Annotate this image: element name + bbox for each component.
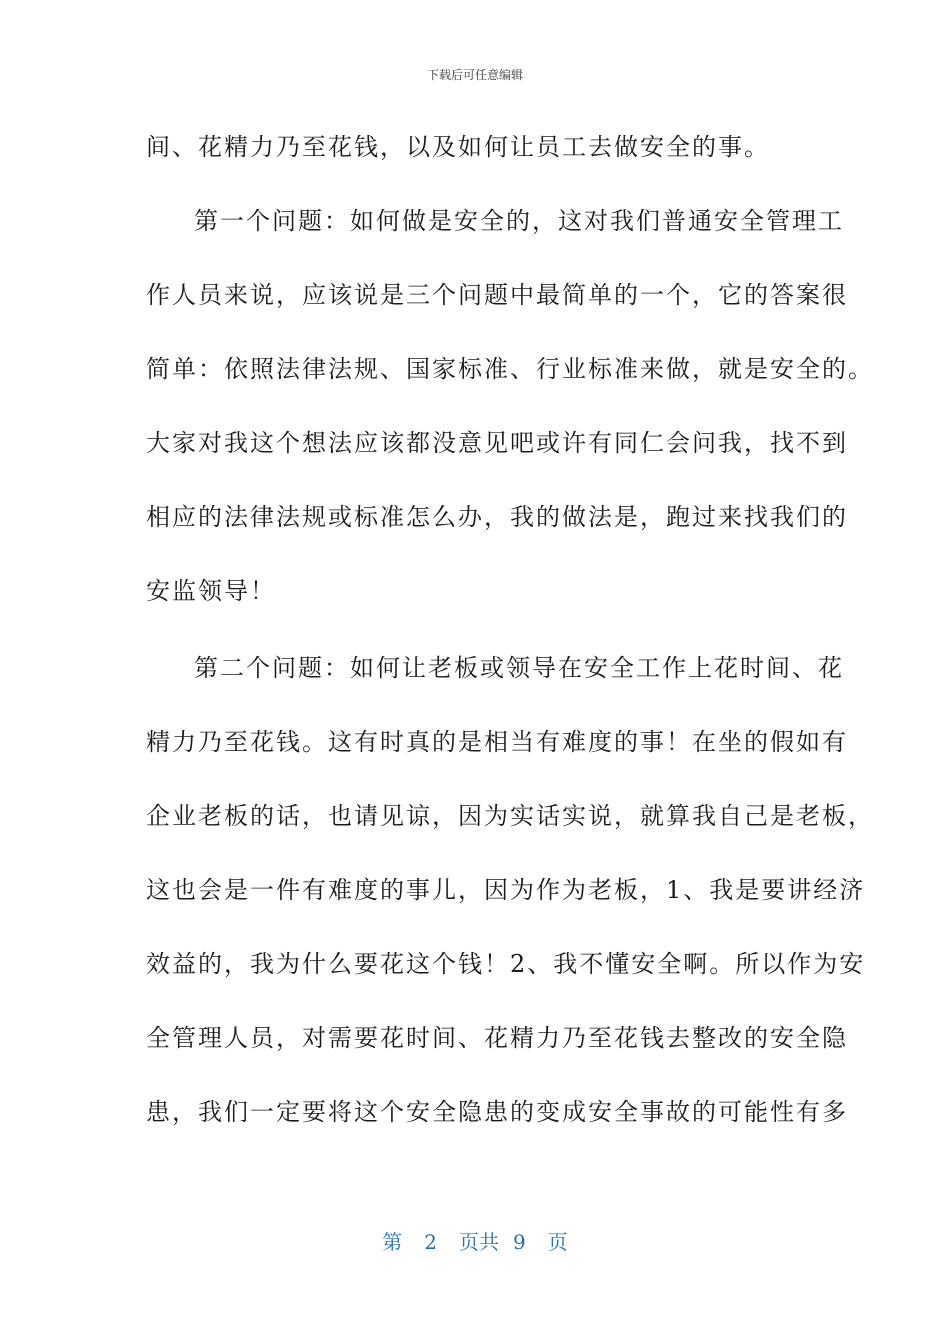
text-line: 安监领导！ xyxy=(146,577,276,605)
text-line: 第一个问题：如何做是安全的，这对我们普通安全管理工 xyxy=(194,207,844,235)
text-line: 企业老板的话，也请见谅，因为实话实说，就算我自己是老板， xyxy=(146,802,874,830)
text-line: 全管理人员，对需要花时间、花精力乃至花钱去整改的安全隐 xyxy=(146,1024,848,1052)
text-line: 相应的法律法规或标准怎么办，我的做法是，跑过来找我们的 xyxy=(146,503,848,531)
footer-middle: 页共 xyxy=(459,1230,499,1254)
total-page-count: 9 xyxy=(513,1230,526,1254)
text-line: 第二个问题：如何让老板或领导在安全工作上花时间、花 xyxy=(194,654,844,682)
text-line: 这也会是一件有难度的事儿，因为作为老板，1、我是要讲经济 xyxy=(146,876,866,904)
text-line: 简单：依照法律法规、国家标准、行业标准来做，就是安全的。 xyxy=(146,355,874,383)
footer-prefix: 第 xyxy=(382,1230,403,1254)
page-header: 下载后可任意编辑 xyxy=(426,68,523,82)
text-line: 精力乃至花钱。这有时真的是相当有难度的事！在坐的假如有 xyxy=(146,728,848,756)
text-line: 作人员来说，应该说是三个问题中最简单的一个，它的答案很 xyxy=(146,281,848,309)
page-number-footer xyxy=(0,1226,950,1255)
text-line: 患，我们一定要将这个安全隐患的变成安全事故的可能性有多 xyxy=(146,1098,848,1126)
text-line: 间、花精力乃至花钱，以及如何让员工去做安全的事。 xyxy=(146,133,770,161)
current-page-number: 2 xyxy=(424,1230,437,1254)
text-line: 大家对我这个想法应该都没意见吧或许有同仁会问我，找不到 xyxy=(146,429,848,457)
footer-suffix: 页 xyxy=(547,1230,568,1254)
text-line: 效益的，我为什么要花这个钱！2、我不懂安全啊。所以作为安 xyxy=(146,950,866,978)
